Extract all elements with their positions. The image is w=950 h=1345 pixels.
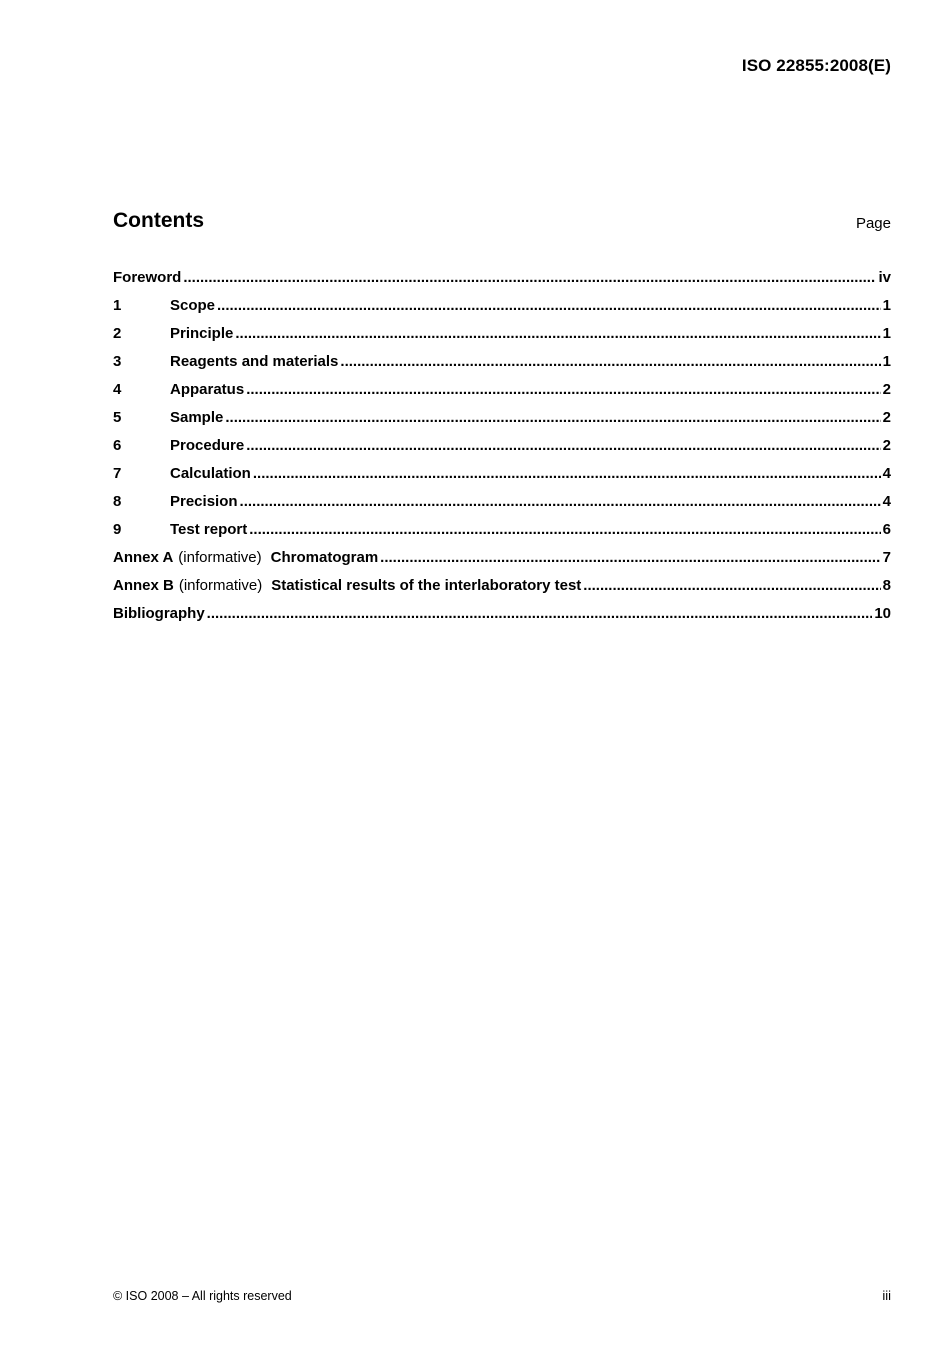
footer-page-number: iii [882,1288,891,1303]
toc-entry-title: Test report [170,521,248,538]
toc-annex-label: Annex A [113,549,174,566]
contents-heading: Contents [113,209,204,232]
toc-dot-leader [225,408,880,428]
toc-dot-leader [380,548,880,568]
toc-entry-number: 5 [113,409,122,426]
toc-annex-label: Annex B [113,577,174,594]
toc-entry-reagents-and-materials[interactable] [113,352,891,380]
toc-entry-title: Chromatogram [270,549,379,566]
toc-dot-leader [340,352,880,372]
toc-entry-number: 6 [113,437,122,454]
toc-entry-number: 9 [113,521,122,538]
toc-dot-leader [235,324,880,344]
toc-entry-title: Statistical results of the interlaboratory test [271,577,582,594]
toc-entry-title: Scope [170,297,216,314]
toc-dot-leader [253,464,881,484]
toc-entry-title: Reagents and materials [170,353,339,370]
toc-entry-page: 2 [882,437,891,454]
toc-entry-page: 2 [882,409,891,426]
toc-entry-scope[interactable] [113,296,891,324]
toc-entry-number: 8 [113,493,122,510]
toc-dot-leader [246,380,880,400]
document-id: ISO 22855:2008(E) [741,56,891,75]
toc-annex-type: (informative) [178,549,262,566]
toc-entry-title: Procedure [170,437,245,454]
footer-copyright: © ISO 2008 – All rights reserved [113,1289,292,1303]
toc-entry-title: Sample [170,409,224,426]
toc-dot-leader [583,576,880,596]
toc-entry-page: 2 [882,381,891,398]
page-column-label: Page [855,215,891,232]
toc-dot-leader [183,268,876,288]
toc-entry-title: Precision [170,493,238,510]
toc-entry-title: Bibliography [113,605,205,622]
toc-entry-annex-a[interactable] [113,548,891,576]
toc-entry-page: 6 [882,521,891,538]
toc-entry-number: 2 [113,325,122,342]
toc-entry-calculation[interactable] [113,464,891,492]
toc-dot-leader [207,604,873,624]
toc-dot-leader [240,492,881,512]
toc-entry-page: 10 [874,605,891,622]
toc-entry-page: 4 [882,493,891,510]
toc-entry-page: iv [878,269,891,286]
toc-entry-apparatus[interactable] [113,380,891,408]
toc-dot-leader [246,436,880,456]
toc-entry-bibliography[interactable] [113,604,891,632]
toc-entry-page: 1 [882,297,891,314]
toc-entry-test-report[interactable] [113,520,891,548]
table-of-contents [113,268,891,632]
toc-entry-principle[interactable] [113,324,891,352]
toc-entry-number: 7 [113,465,122,482]
toc-entry-number: 4 [113,381,122,398]
toc-entry-foreword[interactable] [113,268,891,296]
toc-entry-procedure[interactable] [113,436,891,464]
toc-entry-title: Calculation [170,465,251,482]
toc-entry-sample[interactable] [113,408,891,436]
toc-entry-annex-b[interactable] [113,576,891,604]
toc-entry-page: 8 [882,577,891,594]
toc-entry-page: 4 [882,465,891,482]
toc-annex-type: (informative) [178,577,263,594]
toc-entry-title: Apparatus [170,381,245,398]
toc-entry-number: 1 [113,297,122,314]
toc-entry-page: 1 [882,325,891,342]
toc-entry-page: 7 [882,549,891,566]
toc-entry-title: Foreword [113,269,182,286]
toc-entry-precision[interactable] [113,492,891,520]
toc-entry-title: Principle [170,325,234,342]
toc-entry-page: 1 [882,353,891,370]
toc-dot-leader [249,520,880,540]
toc-dot-leader [217,296,881,316]
toc-entry-number: 3 [113,353,122,370]
